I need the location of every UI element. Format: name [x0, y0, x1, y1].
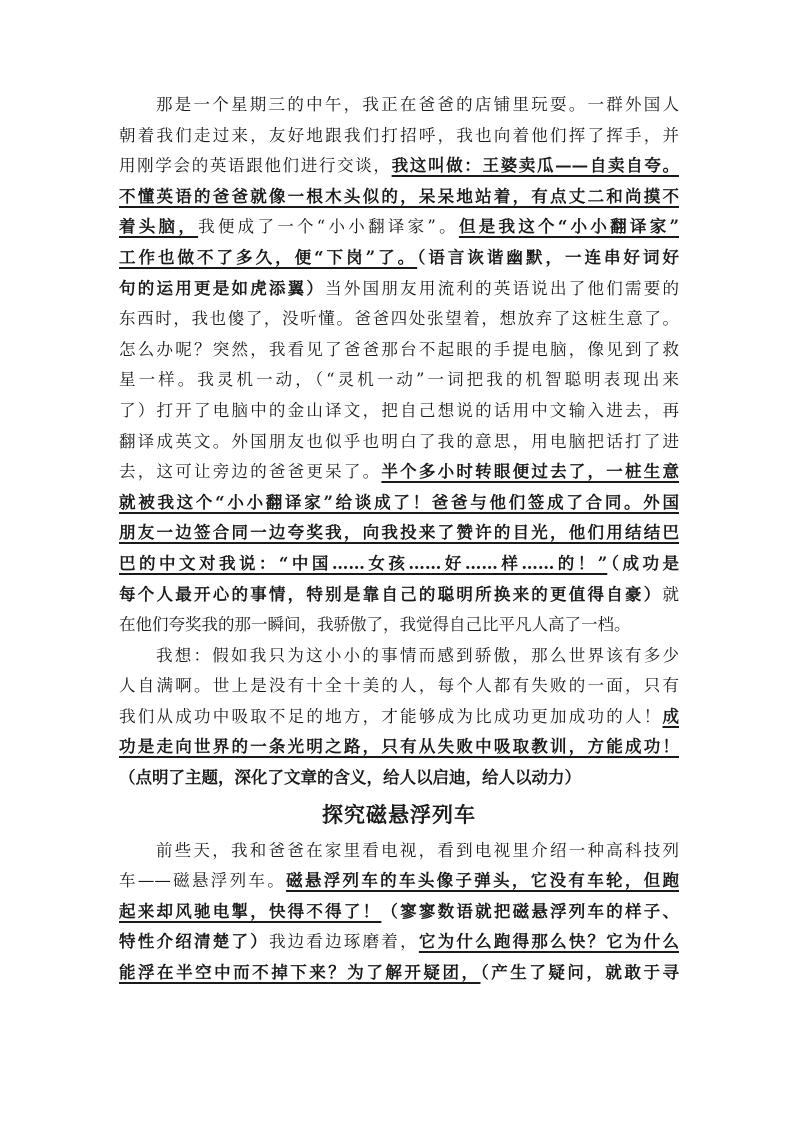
text-run: 那是一个星期三的中午，我正在爸爸的店铺里玩耍。一群外国人 — [156, 95, 679, 114]
annotation-comment: （点明了主题，深化了文章的含义，给人以启迪，给人以动力） — [119, 768, 581, 788]
text-line — [119, 488, 679, 519]
highlighted-sentence: 巴的中文对我说：“中国……女孩……好……样……的！” — [119, 553, 608, 573]
text-line — [119, 702, 679, 733]
text-run: 当外国朋友用流利的英语说出了他们需要的 — [325, 278, 680, 298]
text-run: 东西时，我也傻了，没听懂。爸爸四处张望着，想放弃了这桩生意了。 — [119, 309, 679, 329]
essay-translator — [119, 90, 679, 641]
annotation-comment: （寥寥数语就把磁悬浮列车的样子、 — [381, 901, 680, 921]
annotation-comment: 特性介绍清楚了） — [119, 932, 269, 952]
text-line — [119, 958, 679, 989]
text-run: 在他们夸奖我的那一瞬间，我骄傲了，我觉得自己比平凡人高了一档。 — [119, 615, 631, 635]
text-line — [119, 732, 679, 763]
annotation-comment: （成功是 — [607, 553, 680, 573]
text-line — [119, 866, 679, 897]
text-run: 就 — [662, 584, 679, 604]
annotation-comment: （语言诙谐幽默，一连串好词好 — [417, 247, 680, 267]
text-line — [119, 610, 679, 641]
text-line — [119, 549, 679, 580]
text-line — [119, 427, 679, 458]
essay-title-maglev: 探究磁悬浮列车 — [322, 801, 476, 827]
text-run: 用刚学会的英语跟他们进行交谈， — [119, 156, 392, 176]
text-line — [119, 763, 679, 794]
text-line — [119, 641, 679, 672]
text-run: 星一样。我灵机一动，（“灵机一动”一词把我的机智聪明表现出来 — [119, 370, 679, 390]
text-run: 翻译成英文。外国朋友也似乎也明白了我的意思，用电脑把话打了进 — [119, 431, 679, 451]
text-line — [119, 365, 679, 396]
text-line — [119, 836, 679, 867]
text-run: 怎么办呢？突然，我看见了爸爸那台不起眼的手提电脑，像见到了救 — [119, 339, 679, 359]
text-line — [119, 151, 679, 182]
text-run: 前些天，我和爸爸在家里看电视，看到电视里介绍一种高科技列 — [156, 840, 679, 860]
highlighted-sentence: 就被我这个“小小翻译家”给谈成了！爸爸与他们签成了合同。外国 — [119, 492, 679, 512]
text-line — [119, 182, 679, 213]
highlighted-sentence: 功是走向世界的一条光明之路，只有从失败中吸取教训，方能成功！ — [119, 737, 679, 757]
text-line — [119, 243, 679, 274]
text-line — [119, 897, 679, 928]
text-line — [119, 927, 679, 958]
annotation-comment: （产生了疑问，就敢于寻 — [480, 963, 680, 983]
highlighted-sentence: 成 — [662, 706, 679, 726]
text-line — [119, 396, 679, 427]
text-line — [119, 335, 679, 366]
highlighted-sentence: 我这叫做：王婆卖瓜——自卖自夸。 — [391, 156, 680, 176]
annotation-comment: 每个人最开心的事情，特别是靠自己的聪明所换来的更值得自豪） — [119, 584, 663, 604]
essay-translator-conclusion — [119, 641, 679, 794]
highlighted-sentence: 半个多小时转眼便过去了，一桩生意 — [381, 462, 680, 482]
text-line — [119, 518, 679, 549]
highlighted-sentence: 起来却风驰电掣，快得不得了！ — [119, 901, 382, 921]
text-line — [119, 304, 679, 335]
text-line — [119, 457, 679, 488]
text-line — [119, 274, 679, 305]
highlighted-sentence: 能浮在半空中而不掉下来？为了解开疑团， — [119, 963, 481, 983]
text-line — [119, 212, 679, 243]
text-run: 人自满啊。世上是没有十全十美的人，每个人都有失败的一面，只有 — [119, 676, 679, 696]
text-line — [119, 90, 679, 121]
text-line — [119, 580, 679, 611]
text-run: 我想：假如我只为这小小的事情而感到骄傲，那么世界该有多少 — [156, 645, 679, 665]
highlighted-sentence: 朋友一边签合同一边夸奖我，向我投来了赞许的目光，他们用结结巴 — [119, 523, 679, 543]
text-run: 朝着我们走过来，友好地跟我们打招呼，我也向着他们挥了挥手，并 — [119, 125, 679, 145]
text-run: 我们从成功中吸取不足的地方，才能够成为比成功更加成功的人！ — [119, 706, 663, 726]
text-run: 我边看边琢磨着， — [268, 932, 419, 952]
text-run: 去，这可让旁边的爸爸更呆了。 — [119, 462, 382, 482]
text-line — [119, 121, 679, 152]
highlighted-sentence: 它为什么跑得那么快？它为什么 — [418, 932, 680, 952]
essay-maglev — [119, 836, 679, 989]
annotation-comment: 句的运用更是如虎添翼） — [119, 278, 326, 298]
text-line — [119, 671, 679, 702]
highlighted-sentence: 磁悬浮列车的车头像子弹头，它没有车轮，但跑 — [286, 871, 680, 891]
text-run: 我便成了一个“小小翻译家”。 — [198, 217, 459, 237]
highlighted-sentence: 不懂英语的爸爸就像一根木头似的，呆呆地站着，有点丈二和尚摸不 — [119, 186, 679, 206]
highlighted-sentence: 着头脑， — [119, 217, 199, 237]
document-page — [119, 90, 679, 989]
text-run: 车——磁悬浮列车。 — [119, 871, 287, 891]
text-run: 了）打开了电脑中的金山译文，把自己想说的话用中文输入进去，再 — [119, 400, 679, 420]
highlighted-sentence: 工作也做不了多久，便“下岗”了。 — [119, 247, 418, 267]
highlighted-sentence: 但是我这个“小小翻译家” — [458, 217, 680, 237]
